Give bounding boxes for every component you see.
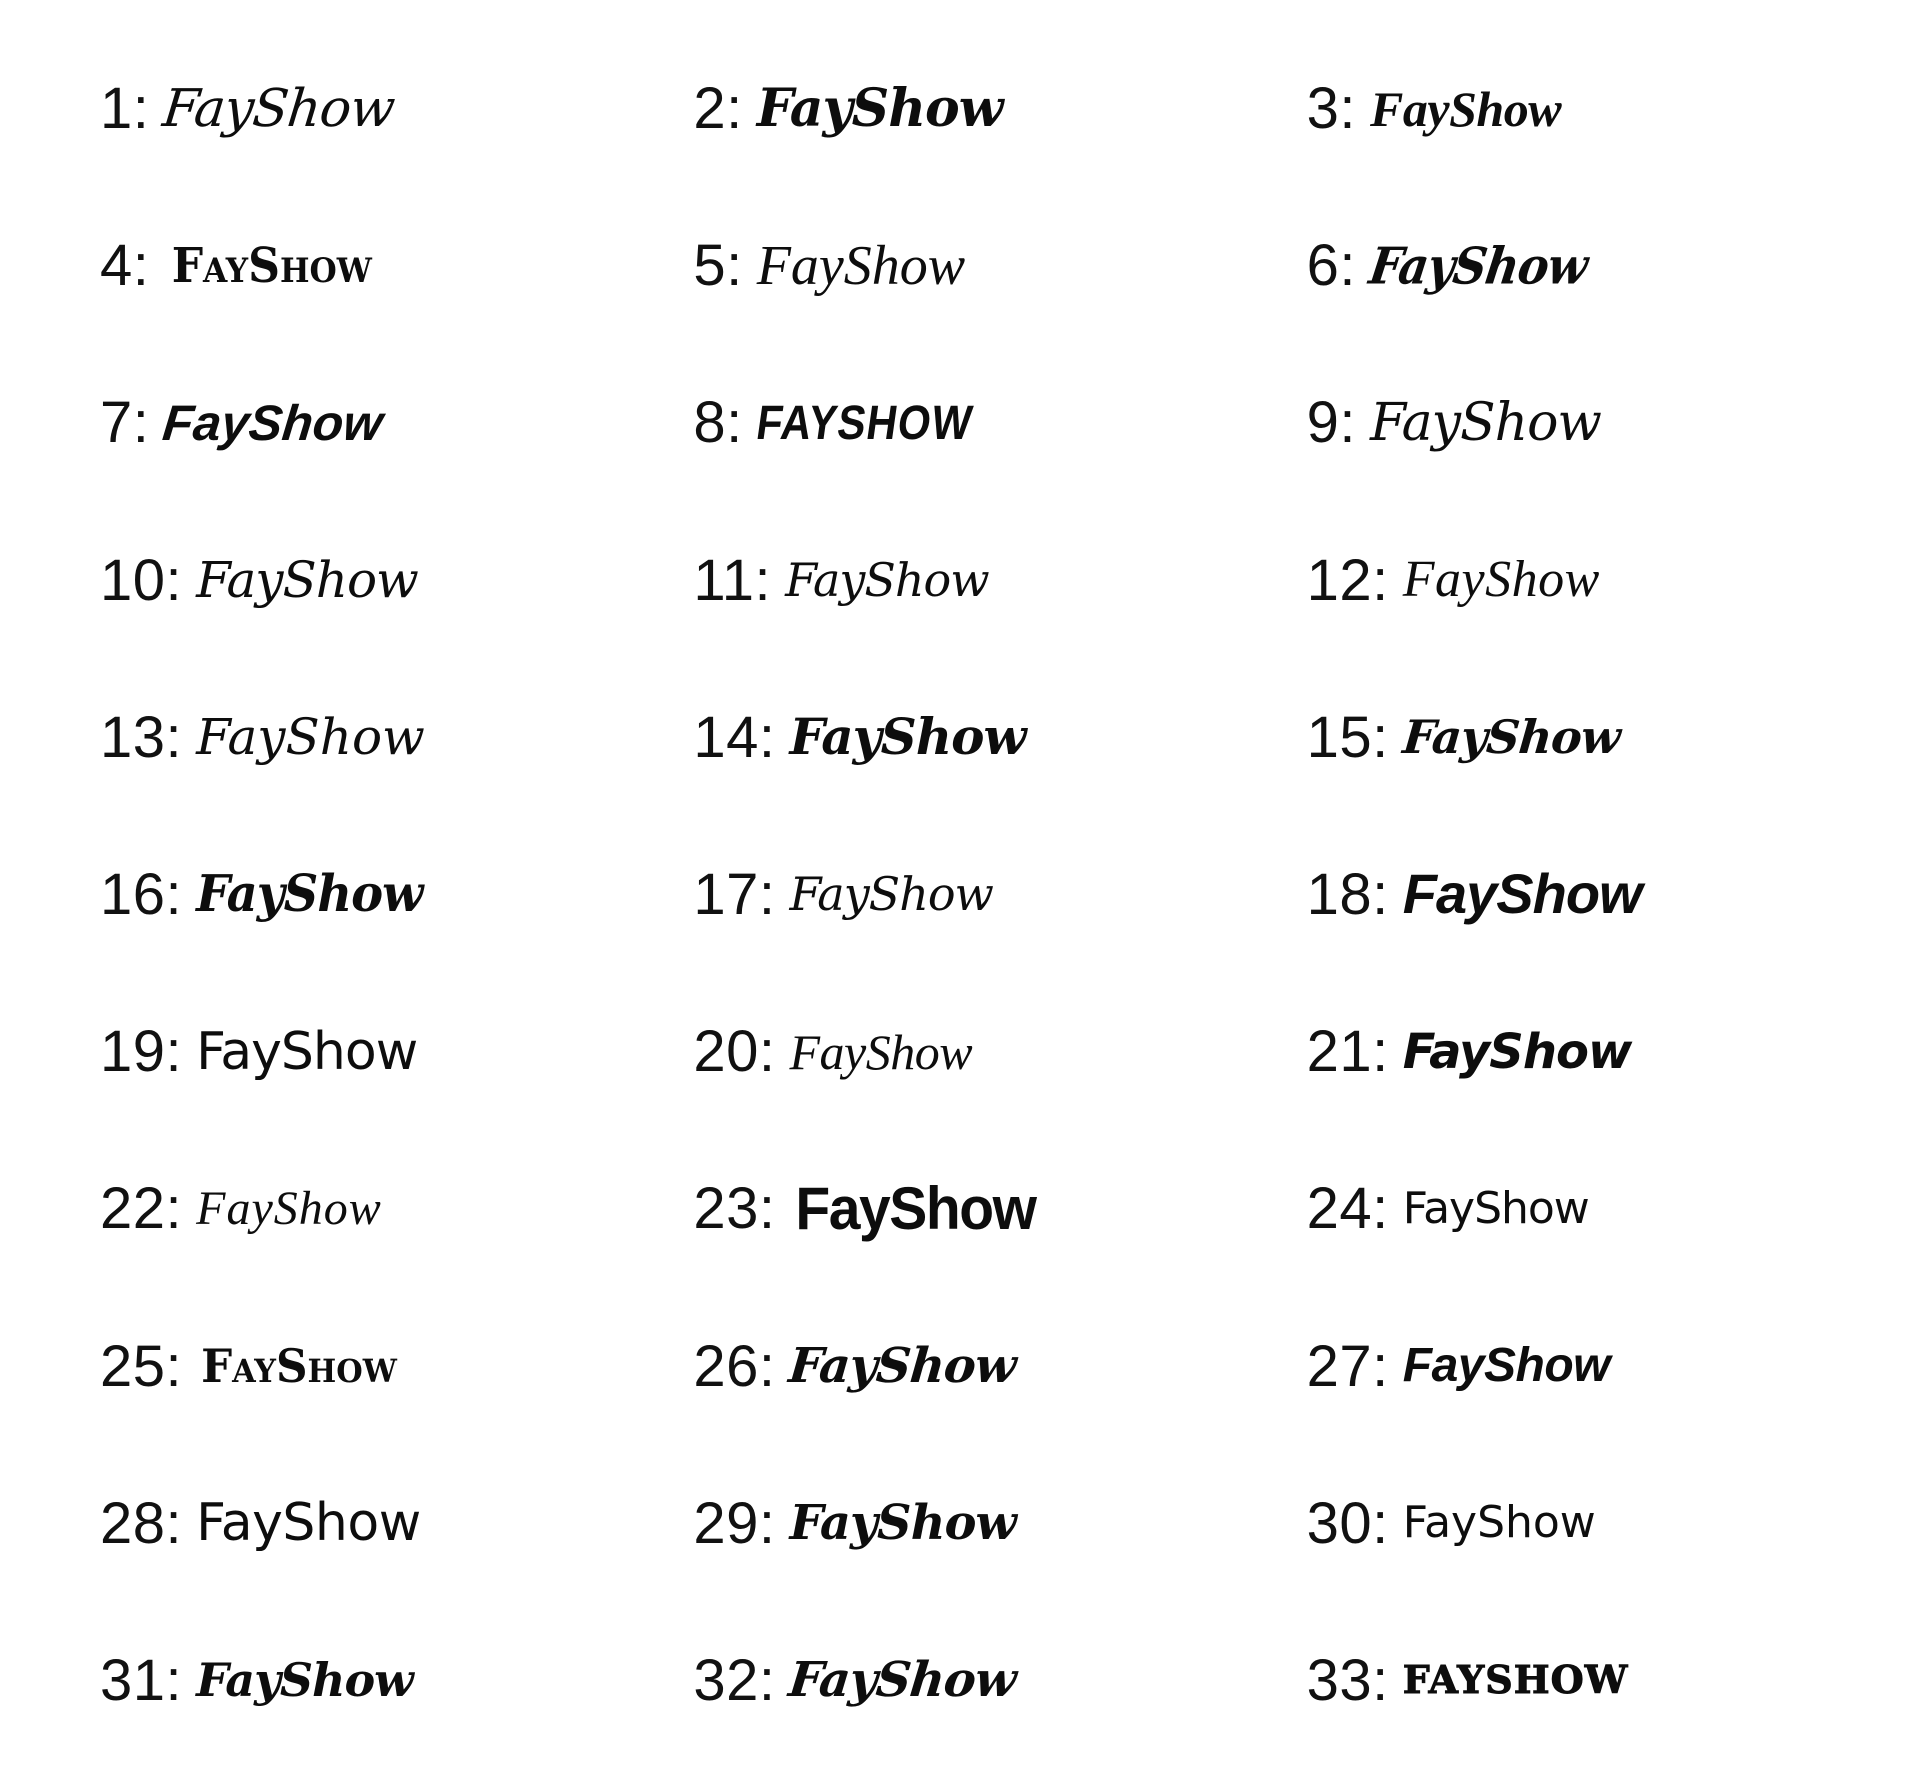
option-sample-21: FayShow [1402, 1023, 1632, 1080]
font-option-31[interactable] [40, 1647, 653, 1714]
font-option-3[interactable] [1267, 75, 1880, 142]
option-sample-13: FayShow [196, 708, 425, 767]
option-number-10: 10: [100, 547, 183, 613]
font-option-32[interactable] [653, 1647, 1266, 1714]
option-number-29: 29: [693, 1490, 776, 1556]
option-number-31: 31: [100, 1647, 183, 1713]
option-sample-23: FayShow [795, 1175, 1037, 1242]
option-number-18: 18: [1306, 861, 1389, 927]
font-option-8[interactable] [653, 389, 1266, 456]
font-option-11[interactable] [653, 547, 1266, 614]
option-sample-7: FayShow [160, 394, 386, 451]
option-sample-26: FayShow [787, 1338, 1019, 1395]
font-option-22[interactable] [40, 1175, 653, 1242]
font-option-5[interactable] [653, 232, 1266, 299]
option-sample-9: FayShow [1370, 392, 1601, 453]
option-sample-19: FayShow [196, 1021, 418, 1082]
option-sample-24: FayShow [1402, 1182, 1589, 1234]
font-option-30[interactable] [1267, 1490, 1880, 1557]
option-number-5: 5: [693, 233, 743, 299]
font-option-29[interactable] [653, 1490, 1266, 1557]
option-number-15: 15: [1306, 704, 1389, 770]
font-option-28[interactable] [40, 1490, 653, 1557]
option-number-17: 17: [693, 861, 776, 927]
font-option-25[interactable] [40, 1333, 653, 1400]
font-option-26[interactable] [653, 1333, 1266, 1400]
option-sample-4: FayShow [172, 237, 373, 294]
option-sample-33: FAYSHOW [1402, 1657, 1629, 1703]
option-number-23: 23: [693, 1176, 776, 1242]
font-option-10[interactable] [40, 547, 653, 614]
option-number-2: 2: [693, 76, 743, 142]
font-option-16[interactable] [40, 861, 653, 928]
option-number-12: 12: [1306, 547, 1389, 613]
option-sample-12: FayShow [1402, 551, 1600, 609]
option-number-14: 14: [693, 704, 776, 770]
option-sample-6: FayShow [1365, 236, 1591, 296]
option-number-25: 25: [100, 1333, 183, 1399]
option-sample-25: FayShow [201, 1339, 398, 1394]
option-number-28: 28: [100, 1490, 183, 1556]
option-sample-14: FayShow [789, 707, 1026, 767]
option-sample-32: FayShow [786, 1652, 1019, 1709]
option-sample-10: FayShow [196, 551, 418, 610]
font-option-33[interactable] [1267, 1647, 1880, 1714]
font-option-17[interactable] [653, 861, 1266, 928]
option-number-16: 16: [100, 861, 183, 927]
font-option-13[interactable] [40, 704, 653, 771]
option-number-6: 6: [1306, 233, 1357, 299]
option-number-30: 30: [1306, 1490, 1389, 1556]
option-sample-3: FayShow [1370, 80, 1562, 137]
option-sample-1: FayShow [160, 78, 398, 139]
font-option-24[interactable] [1267, 1175, 1880, 1242]
option-number-27: 27: [1306, 1333, 1389, 1399]
font-option-15[interactable] [1267, 704, 1880, 771]
option-number-13: 13: [100, 704, 183, 770]
font-option-4[interactable] [40, 232, 653, 299]
font-option-9[interactable] [1267, 389, 1880, 456]
font-option-7[interactable] [40, 389, 653, 456]
option-number-21: 21: [1306, 1019, 1389, 1085]
option-number-9: 9: [1306, 390, 1357, 456]
font-option-1[interactable] [40, 75, 653, 142]
option-number-32: 32: [693, 1647, 776, 1713]
option-sample-17: FayShow [789, 867, 993, 922]
font-option-2[interactable] [653, 75, 1266, 142]
option-sample-22: FayShow [196, 1181, 382, 1235]
font-option-19[interactable] [40, 1018, 653, 1085]
font-option-12[interactable] [1267, 547, 1880, 614]
option-sample-30: FayShow [1402, 1497, 1596, 1549]
option-number-24: 24: [1306, 1176, 1389, 1242]
option-sample-18: FayShow [1402, 862, 1642, 926]
option-sample-28: FayShow [196, 1493, 421, 1554]
option-sample-16: FayShow [196, 865, 423, 924]
option-number-22: 22: [100, 1176, 183, 1242]
font-option-18[interactable] [1267, 861, 1880, 928]
font-option-27[interactable] [1267, 1333, 1880, 1400]
option-sample-8: FAYSHOW [752, 395, 977, 450]
option-sample-5: FayShow [756, 234, 966, 297]
option-number-8: 8: [693, 390, 743, 456]
option-number-33: 33: [1306, 1647, 1389, 1713]
option-sample-29: FayShow [789, 1495, 1016, 1552]
option-sample-11: FayShow [785, 553, 989, 608]
option-sample-20: FayShow [789, 1023, 973, 1080]
option-number-26: 26: [693, 1333, 776, 1399]
option-number-11: 11: [693, 547, 772, 613]
option-number-19: 19: [100, 1019, 183, 1085]
option-number-4: 4: [100, 233, 150, 299]
font-option-6[interactable] [1267, 232, 1880, 299]
option-number-1: 1: [100, 76, 150, 142]
font-option-23[interactable] [653, 1175, 1266, 1242]
option-sample-31: FayShow [196, 1653, 413, 1708]
font-options-grid [40, 30, 1880, 1759]
option-sample-15: FayShow [1400, 710, 1622, 765]
font-option-21[interactable] [1267, 1018, 1880, 1085]
option-sample-2: FayShow [756, 77, 1003, 139]
option-number-20: 20: [693, 1019, 776, 1085]
font-option-20[interactable] [653, 1018, 1266, 1085]
option-number-3: 3: [1306, 76, 1357, 142]
option-sample-27: FayShow [1402, 1339, 1610, 1393]
font-option-14[interactable] [653, 704, 1266, 771]
option-number-7: 7: [100, 390, 150, 456]
